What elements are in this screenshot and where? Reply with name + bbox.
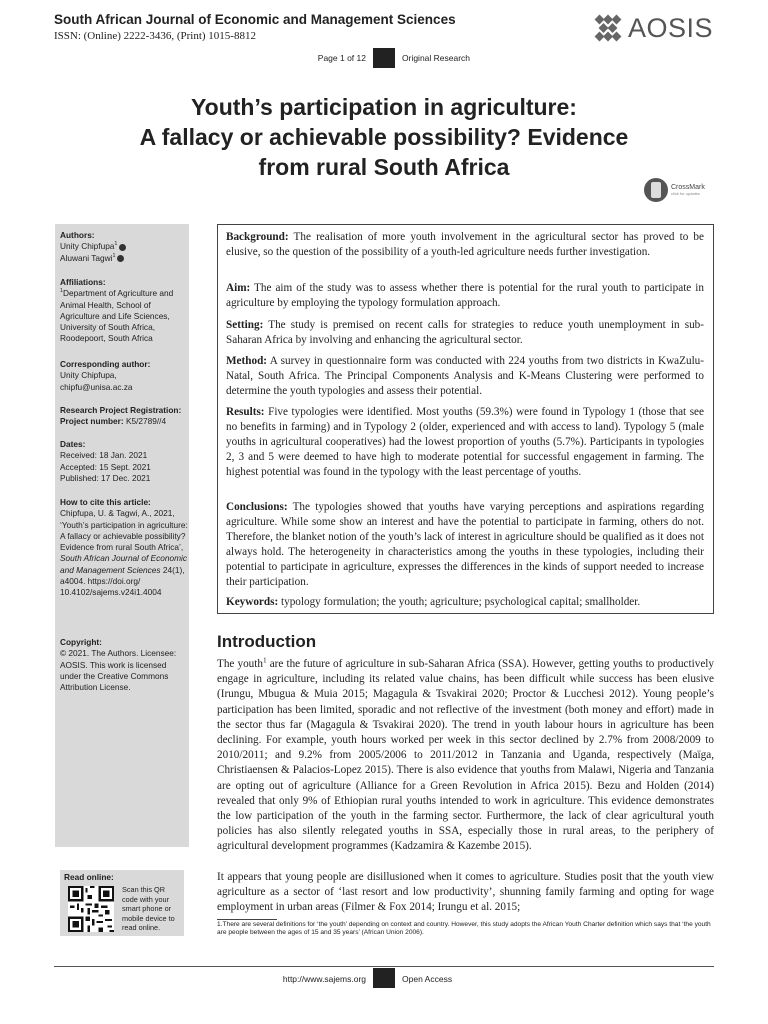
project-number: K5/2789//4: [125, 416, 167, 427]
authors-label: Authors:: [60, 230, 95, 240]
intro-paragraph: It appears that young people are disillusioned when it comes to agriculture. Studies posit that the youth view agriculture as a sector of ‘last resort and low productivity’, shunning family farming and opting for wage employment in urban areas (Filmer & Fox 2014; Irungu et al. 2015;: [217, 871, 714, 914]
received-date: Received: 18 Jan. 2021: [60, 450, 148, 461]
qr-code-icon[interactable]: [68, 886, 114, 932]
aim-label: Aim:: [226, 282, 251, 294]
affiliations-label: Affiliations:: [60, 277, 106, 287]
orcid-icon[interactable]: [117, 255, 124, 262]
dates-block: [60, 439, 188, 484]
authors-block: Authors: Unity Chipfupa$^1$ Aluwani Tagwi$^1$: [60, 230, 188, 264]
abstract-background: [226, 230, 704, 260]
aosis-logo-icon: [594, 14, 622, 42]
affiliations-block: Affiliations: $^1$Department of Agriculture and Animal Health, School of Agriculture and Life Sciences, University of South Africa, Roodepoort, South Africa: [60, 277, 174, 344]
crossmark-icon: [644, 178, 668, 202]
corresponding-email[interactable]: chipfu@unisa.ac.za: [60, 381, 133, 392]
corresponding-label: Corresponding author:: [60, 359, 151, 369]
setting-text: The study is premised on recent calls for strategies to reduce youth unemployment in sub-Saharan Africa by involving and enhancing the agricultural sector.: [226, 319, 704, 346]
article-type: Original Research: [402, 53, 471, 63]
page-info-bar: [0, 47, 768, 69]
method-text: A survey in questionnaire form was conducted with 224 youths from two districts in KwaZulu-Natal, South Africa. The Principal Components Analysis and K-Means Clustering were performed to determine the youth typologies and assess their potential.: [226, 355, 704, 397]
abstract-conclusions: [226, 500, 704, 590]
intro-paragraph: The youth$^1$ are the future of agriculture in sub-Saharan Africa (SSA). However, getting youths to productively engage in agriculture, including its related value chains, has been difficult while success has been elusive (Irungu, Mbugua & Muia 2015; Magagula & Tsvakirai 2020; Proctor & Lucchesi 2012). Young people’s participation has been limited, sporadic and not reflective of the investment (both money and effort) made in the sector thus far (Magagula & Tsvakirai 2020). The trend in youth labour hours in agriculture has been declining. For example, youth hours worked per week in this sector declined by 2.7% from 2008/2009 to 2010/2011; and 9.2% from 2005/2006 to 2011/2012 in Tanzania and Uganda, respectively (Maïga, Christiaensen & Palacios-Lopez 2015). There is also evidence that youths from Malawi, Nigeria and Tanzania are opting out of agriculture (Alliance for a Green Revolution in Africa 2015). Bezu and Holden (2014) revealed that only 9% of Ethiopian rural youths intended to work in agriculture. This evidence demonstrates the low participation of the youth in the farming sector. Furthermore, the lack of clear agricultural youth policies has also silently relegated youths in SSA, especially those in rural areas, to the periphery of agricultural development programmes (Kadzamira & Kazembe 2015).: [217, 656, 714, 853]
abstract-setting: [226, 318, 704, 348]
copyright-block: [60, 637, 188, 693]
journal-name: South African Journal of Economic and Management Sciences: [54, 12, 456, 27]
abstract-keywords: [226, 595, 704, 610]
footnote: 1.There are several definitions for ‘the youth’ depending on context and country. However, this study adopts the African Youth Charter definition which says that ‘the youth are people between the ages of 15 and 35 years’ (African Union 2006).: [217, 921, 711, 937]
intro-text: are the future of agriculture in sub-Saharan Africa (SSA). However, getting youths to productively engage in agriculture, including its related value chains, has been difficult while success has been elusive (Irungu, Mbugua & Muia 2015; Magagula & Tsvakirai 2020; Proctor & Lucchesi 2012). Young people’s participation has been limited, sporadic and not reflective of the investment (both money and effort) made in the sector thus far (Magagula & Tsvakirai 2020). The trend in youth labour hours in agriculture has been declining. For example, youth hours worked per week in this sector declined by 2.7% from 2008/2009 to 2010/2011; and 9.2% from 2005/2006 to 2011/2012 in Tanzania and Uganda, respectively (Maïga, Christiaensen & Palacios-Lopez 2015). There is also evidence that youths from Malawi, Nigeria and Tanzania are opting out of agriculture (Alliance for a Green Revolution in Africa 2015). Bezu and Holden (2014) revealed that only 9% of Ethiopian rural youths intended to work in agriculture. This evidence demonstrates the low participation of the youth in the farming sector. Furthermore, the lack of clear agricultural youth policies has also silently relegated youths in SSA, especially those in rural areas, to the periphery of agricultural development programmes (Kadzamira & Kazembe 2015).: [217, 658, 714, 853]
affiliation-text: Department of Agriculture and Animal Health, School of Agriculture and Life Sciences, University of South Africa, Roodepoort, South Africa: [60, 288, 174, 344]
background-text: The realisation of more youth involvement in the agricultural sector has proved to be elusive, so the question of the possibility of a youth-led agriculture needs further investigation.: [226, 231, 704, 258]
copyright-label: Copyright:: [60, 637, 102, 647]
journal-url-link[interactable]: http://www.sajems.org: [282, 974, 366, 984]
conclusions-text: The typologies showed that youths have varying perceptions and aspirations regarding agriculture. While some show an interest and have the potential to participate in farming, others do not. Therefore, the blanket notion of the youth’s lack of interest in agriculture should be qualified as it does not always hold. The heterogeneity in characteristics among the youths in these typologies, including their potential to participate in agriculture, expresses the differences in the kinds of support needed to increase their participation.: [226, 501, 704, 588]
page-number: Page 1 of 12: [317, 53, 366, 63]
read-online-label: Read online:: [64, 872, 114, 882]
author-name: Unity Chipfupa: [60, 241, 115, 252]
crossmark-badge[interactable]: CrossMark click for updates: [644, 178, 705, 202]
intro-text: The youth: [217, 658, 263, 670]
citation-doi[interactable]: 24(1), a4004. https://doi.org/ 10.4102/sajems.v24i1.4004: [60, 564, 185, 598]
corresponding-name: Unity Chipfupa,: [60, 370, 117, 381]
citation-journal: South African Journal of Economic and Management Sciences: [60, 553, 187, 575]
footer-marker-block: [373, 968, 395, 988]
dates-label: Dates:: [60, 439, 86, 449]
open-access-label: Open Access: [402, 974, 453, 984]
citation-block: [60, 497, 188, 599]
background-label: Background:: [226, 231, 289, 243]
corresponding-author-block: [60, 359, 188, 393]
qr-instructions: Scan this QR code with your smart phone or mobile device to read online.: [122, 885, 175, 932]
keywords-label: Keywords:: [226, 596, 279, 608]
author-name: Aluwani Tagwi: [60, 252, 113, 263]
article-title: [84, 92, 684, 182]
citation-label: How to cite this article:: [60, 497, 151, 507]
conclusions-label: Conclusions:: [226, 501, 288, 513]
page-marker-block: [373, 48, 395, 68]
title-line: Youth’s participation in agriculture:: [191, 94, 577, 120]
accepted-date: Accepted: 15 Sept. 2021: [60, 461, 151, 472]
read-online-box: [60, 870, 184, 936]
project-number-label: Project number:: [60, 416, 124, 427]
logo-text: AOSIS: [628, 12, 714, 43]
abstract-aim: [226, 281, 704, 311]
registration-label: Research Project Registration:: [60, 405, 182, 415]
abstract-method: [226, 354, 704, 399]
abstract-results: [226, 405, 704, 480]
method-label: Method:: [226, 355, 268, 367]
section-heading: Introduction: [217, 632, 317, 651]
results-label: Results:: [226, 406, 265, 418]
title-line: A fallacy or achievable possibility? Evidence: [139, 124, 629, 150]
project-registration-block: [60, 405, 188, 428]
issn: ISSN: (Online) 2222-3436, (Print) 1015-8812: [54, 30, 256, 42]
title-line: from rural South Africa: [258, 154, 510, 180]
footnote-divider: [217, 919, 277, 920]
keywords-text: typology formulation; the youth; agriculture; psychological capital; smallholder.: [278, 596, 641, 608]
orcid-icon[interactable]: [119, 244, 126, 251]
crossmark-label: CrossMark: [671, 184, 705, 191]
aim-text: The aim of the study was to assess whether there is potential for the rural youth to participate in agriculture by employing the typology formulation approach.: [226, 282, 704, 309]
copyright-text: © 2021. The Authors. Licensee: AOSIS. This work is licensed under the Creative Commons Attribution License.: [60, 648, 177, 693]
results-text: Five typologies were identified. Most youths (59.3%) were found in Typology 1 (those that see no benefits in farming) and in Typology 2 (older, experienced and with access to land). Typology 5 (male youths in agricultural cooperatives) had the lowest proportion of youths (5.7%). Participants in typologies 2, 3 and 5 were deemed to have high to moderate potential for successful engagement in farming. The highest potential was found in the typology with the least percentage of youths.: [226, 406, 704, 478]
footer-divider: [54, 966, 714, 967]
published-date: Published: 17 Dec. 2021: [60, 472, 151, 483]
publisher-logo: [594, 13, 713, 43]
citation-text: Chipfupa, U. & Tagwi, A., 2021, ‘Youth’s participation in agriculture: A fallacy or achievable possibility? Evidence from rural South Africa’,: [60, 508, 188, 553]
setting-label: Setting:: [226, 319, 264, 331]
